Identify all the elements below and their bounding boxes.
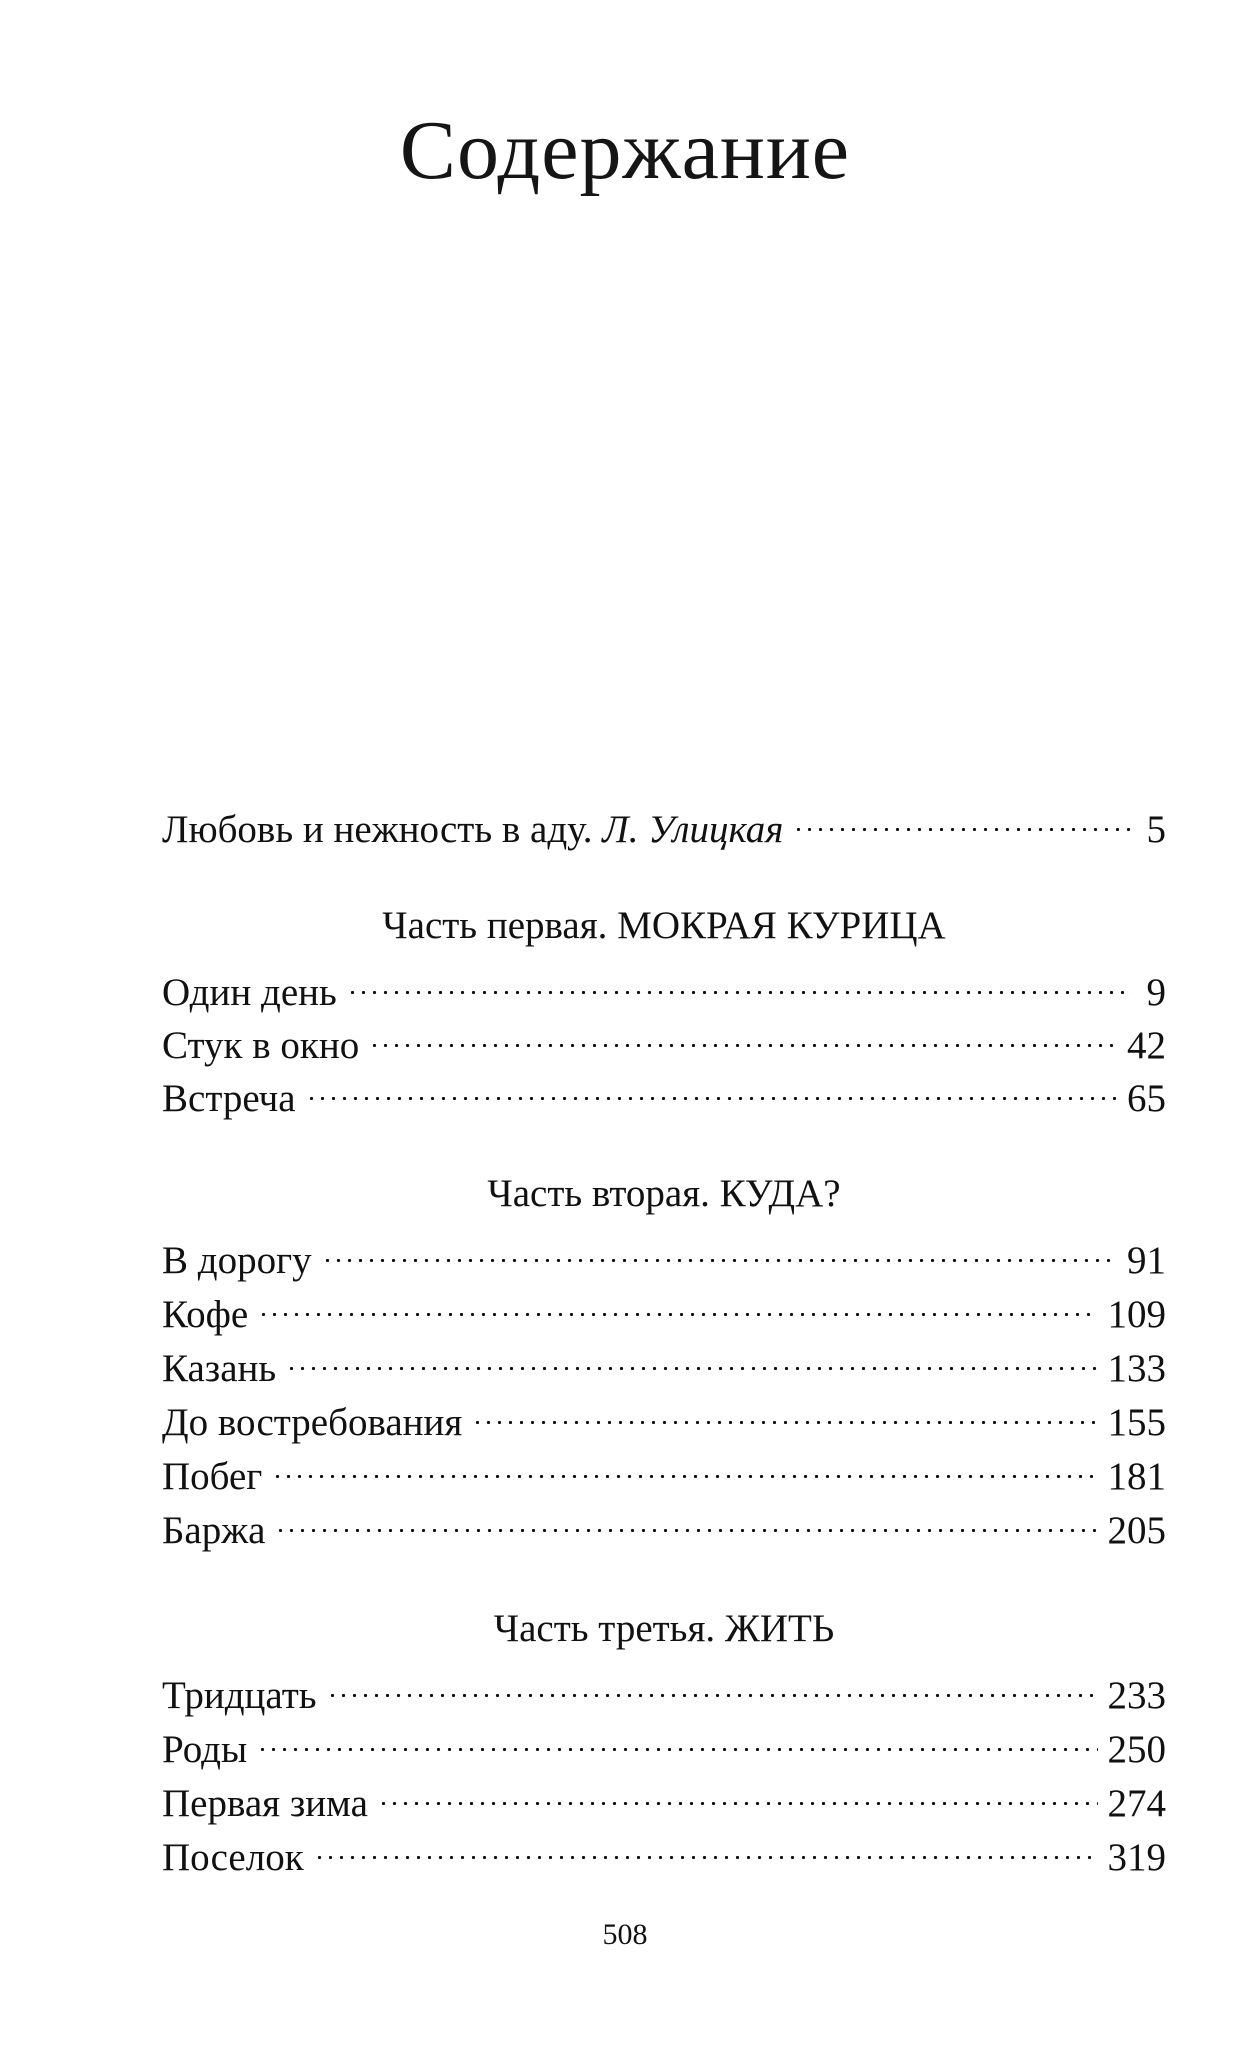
- toc-page-number: 133: [1107, 1347, 1166, 1390]
- dot-leader: [793, 790, 1132, 842]
- dot-leader: [306, 1059, 1117, 1111]
- dot-leader: [257, 1710, 1097, 1762]
- toc-entry: [162, 1329, 1166, 1390]
- toc-page-number: 205: [1107, 1509, 1166, 1552]
- toc-entry-label: Стук в окно: [162, 1024, 360, 1067]
- toc-entry-intro: [162, 790, 1166, 851]
- toc-entry-label: Встреча: [162, 1077, 296, 1120]
- toc-entry-label: Казань: [162, 1347, 277, 1390]
- dot-leader: [258, 1275, 1097, 1327]
- toc-entry-label: Один день: [162, 971, 337, 1014]
- dot-leader: [378, 1764, 1098, 1816]
- toc-page-number: 65: [1127, 1077, 1166, 1120]
- toc-entry: [162, 953, 1166, 1014]
- dot-leader: [472, 1383, 1097, 1435]
- toc-page-number: 109: [1107, 1293, 1166, 1336]
- page-number: 508: [602, 1918, 648, 1951]
- toc-entry: [162, 1006, 1166, 1067]
- toc-page-number: 9: [1146, 971, 1166, 1014]
- toc-entry: [162, 1764, 1166, 1825]
- toc-entry-label: Тридцать: [162, 1674, 317, 1717]
- part-heading: Часть вторая. КУДА?: [487, 1172, 841, 1215]
- toc-entry: [162, 1818, 1166, 1879]
- toc-entry: [162, 1383, 1166, 1444]
- toc-entry: [162, 1275, 1166, 1336]
- toc-page-number: 155: [1107, 1401, 1166, 1444]
- toc-page-number: 274: [1107, 1782, 1166, 1825]
- toc-entry-label: Кофе: [162, 1293, 249, 1336]
- toc-entry: [162, 1656, 1166, 1717]
- dot-leader: [314, 1818, 1098, 1870]
- toc-entry-label: Поселок: [162, 1836, 304, 1879]
- toc-entry: [162, 1437, 1166, 1498]
- dot-leader: [327, 1656, 1098, 1708]
- part-heading: Часть третья. ЖИТЬ: [493, 1607, 835, 1650]
- toc-entry-label: [162, 804, 783, 856]
- toc-page-number: 5: [1146, 808, 1166, 851]
- toc-entry-label: В дорогу: [162, 1239, 312, 1282]
- toc-page-number: 181: [1107, 1455, 1166, 1498]
- toc-entry: [162, 1221, 1166, 1282]
- toc-entry-label: Побег: [162, 1455, 263, 1498]
- toc-page-number: 91: [1127, 1239, 1166, 1282]
- part-heading: Часть первая. МОКРАЯ КУРИЦА: [382, 904, 946, 947]
- dot-leader: [369, 1006, 1117, 1058]
- toc-page-number: 319: [1107, 1836, 1166, 1879]
- toc-entry-label: Роды: [162, 1728, 248, 1771]
- toc-entry: [162, 1059, 1166, 1120]
- intro-author: Л. Улицкая: [602, 808, 784, 851]
- toc-entry-label: Первая зима: [162, 1782, 368, 1825]
- dot-leader: [347, 953, 1132, 1005]
- toc-entry-label: До востребования: [162, 1401, 463, 1444]
- toc-page-number: 250: [1107, 1728, 1166, 1771]
- dot-leader: [286, 1329, 1097, 1381]
- page-title: Содержание: [399, 104, 851, 197]
- toc-page-number: 233: [1107, 1674, 1166, 1717]
- toc-entry: [162, 1491, 1166, 1552]
- dot-leader: [322, 1221, 1117, 1273]
- toc-entry: [162, 1710, 1166, 1771]
- dot-leader: [272, 1437, 1097, 1489]
- toc-entry-label: Баржа: [162, 1509, 266, 1552]
- intro-text: Любовь и нежность в аду.: [162, 808, 593, 851]
- toc-page-number: 42: [1127, 1024, 1166, 1067]
- dot-leader: [275, 1491, 1097, 1543]
